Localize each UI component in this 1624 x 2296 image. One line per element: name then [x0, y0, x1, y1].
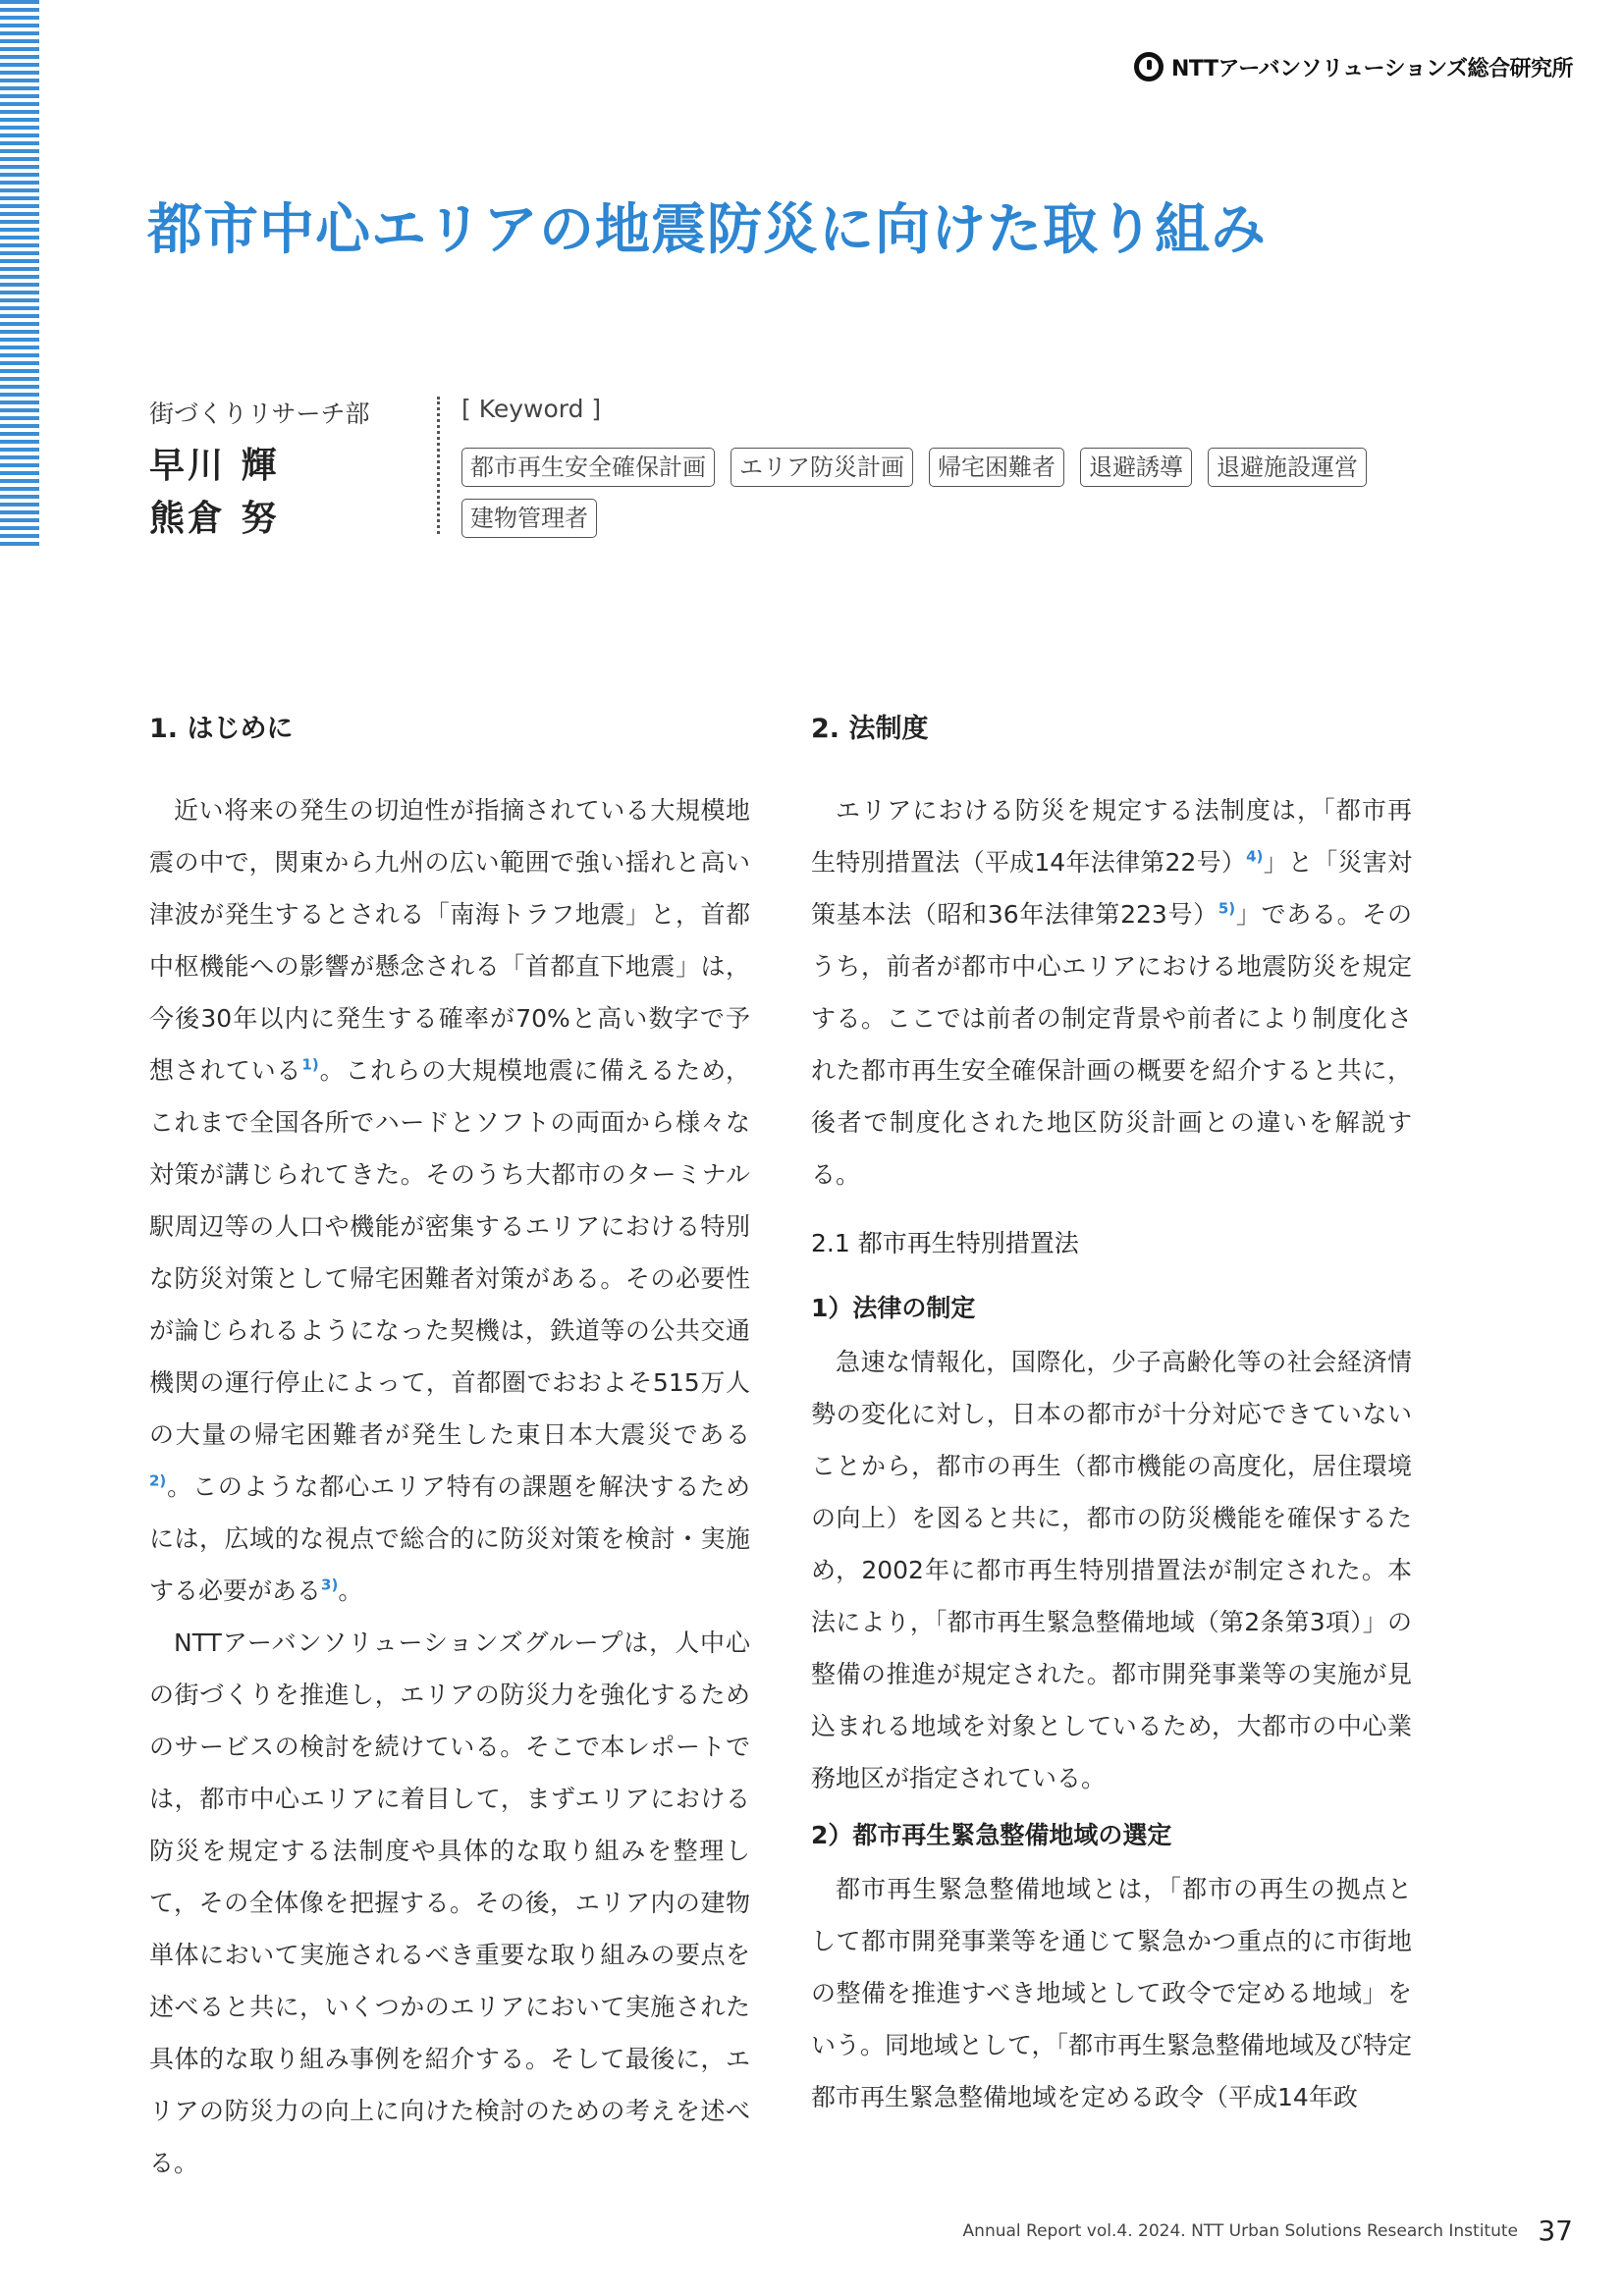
- citation-ref: 2): [149, 1471, 167, 1490]
- author-department: 街づくりリサーチ部: [149, 400, 370, 428]
- citation-ref: 4): [1246, 847, 1264, 866]
- brand-name: NTTアーバンソリューションズ総合研究所: [1171, 56, 1573, 81]
- author-name: 熊倉 努: [149, 499, 280, 539]
- ntt-logo-icon: [1134, 52, 1164, 81]
- keyword-tag: 退避誘導: [1080, 448, 1192, 487]
- paragraph: 都市再生緊急整備地域とは，「都市の再生の拠点として都市開発事業等を通じて緊急かつ重点的に市街地の整備を推進すべき地域として政令で定める地域」をいう。同地域として，「都市再生緊急整備地域及び特定都市再生緊急整備地域を定める政令（平成14年政: [811, 1875, 1413, 2111]
- paragraph: 急速な情報化，国際化，少子高齢化等の社会経済情勢の変化に対し，日本の都市が十分対応できていないことから，都市の再生（都市機能の高度化，居住環境の向上）を図ると共に，都市の防災機能を確保するため，2002年に都市再生特別措置法が制定された。本法により，「都市再生緊急整備地域（第2条第3項）」の整備の推進が規定された。都市開発事業等の実施が見込まれる地域を対象としているため，大都市の中心業務地区が指定されている。: [811, 1348, 1412, 1792]
- author-name: 早川 輝: [149, 446, 280, 486]
- left-column: [149, 707, 750, 2189]
- citation-ref: 3): [321, 1575, 339, 1594]
- brand-header: [1134, 49, 1573, 84]
- section-heading: 1. はじめに: [149, 714, 294, 744]
- decorative-stripes: [0, 0, 39, 550]
- paragraph: NTTアーバンソリューションズグループは，人中心の街づくりを推進し，エリアの防災力を強化するためのサービスの検討を続けている。そこで本レポートでは，都市中心エリアに着目して，まずエリアにおける防災を規定する法制度や具体的な取り組みを整理して，その全体像を把握する。その後，エリア内の建物単体において実施されるべき重要な取り組みの要点を述べると共に，いくつかのエリアにおいて実施された具体的な取り組み事例を紹介する。そして最後に，エリアの防災力の向上に向けた検討のための考えを述べる。: [149, 1629, 750, 2177]
- keyword-tag: エリア防災計画: [731, 448, 913, 487]
- divider: [437, 397, 440, 534]
- keyword-tag: 帰宅困難者: [929, 448, 1064, 487]
- subsection-heading: 2.1 都市再生特別措置法: [811, 1229, 1079, 1257]
- keyword-tag: 退避施設運営: [1208, 448, 1367, 487]
- footer-citation: Annual Report vol.4. 2024. NTT Urban Solutions Research Institute: [962, 2221, 1518, 2241]
- keyword-label: [ Keyword ]: [461, 395, 602, 423]
- subsubsection-heading: 1）法律の制定: [811, 1294, 976, 1322]
- page-title: 都市中心エリアの地震防災に向けた取り組み: [147, 198, 1267, 262]
- right-column: [811, 707, 1412, 2123]
- paragraph: エリアにおける防災を規定する法制度は，「都市再生特別措置法（平成14年法律第22号）$^{4)}$」と「災害対策基本法（昭和36年法律第223号）$^{5)}$」である。そのうち，前者が都市中心エリアにおける地震防災を規定する。ここでは前者の制定背景や前者により制度化された都市再生安全確保計画の概要を紹介すると共に，後者で制度化された地区防災計画との違いを解説する。: [811, 796, 1412, 1189]
- keyword-tags: [461, 448, 1404, 538]
- keyword-tag: 建物管理者: [461, 499, 597, 538]
- section-heading: 2. 法制度: [811, 714, 929, 744]
- citation-ref: 1): [301, 1055, 319, 1074]
- page-number: 37: [1538, 2215, 1573, 2247]
- keyword-tag: 都市再生安全確保計画: [461, 448, 715, 487]
- citation-ref: 5): [1218, 899, 1236, 918]
- paragraph: 近い将来の発生の切迫性が指摘されている大規模地震の中で，関東から九州の広い範囲で強い揺れと高い津波が発生するとされる「南海トラフ地震」と，首都中枢機能への影響が懸念される「首都直下地震」は，今後30年以内に発生する確率が70%と高い数字で予想されている$^{1)}$。これらの大規模地震に備えるため，これまで全国各所でハードとソフトの両面から様々な対策が講じられてきた。そのうち大都市のターミナル駅周辺等の人口や機能が密集するエリアにおける特別な防災対策として帰宅困難者対策がある。その必要性が論じられるようになった契機は，鉄道等の公共交通機関の運行停止によって，首都圏でおおよそ515万人の大量の帰宅困難者が発生した東日本大震災である$^{2)}$。このような都心エリア特有の課題を解決するためには，広域的な視点で総合的に防災対策を検討・実施する必要がある$^{3)}$。: [149, 796, 750, 1605]
- subsubsection-heading: 2）都市再生緊急整備地域の選定: [811, 1821, 1172, 1849]
